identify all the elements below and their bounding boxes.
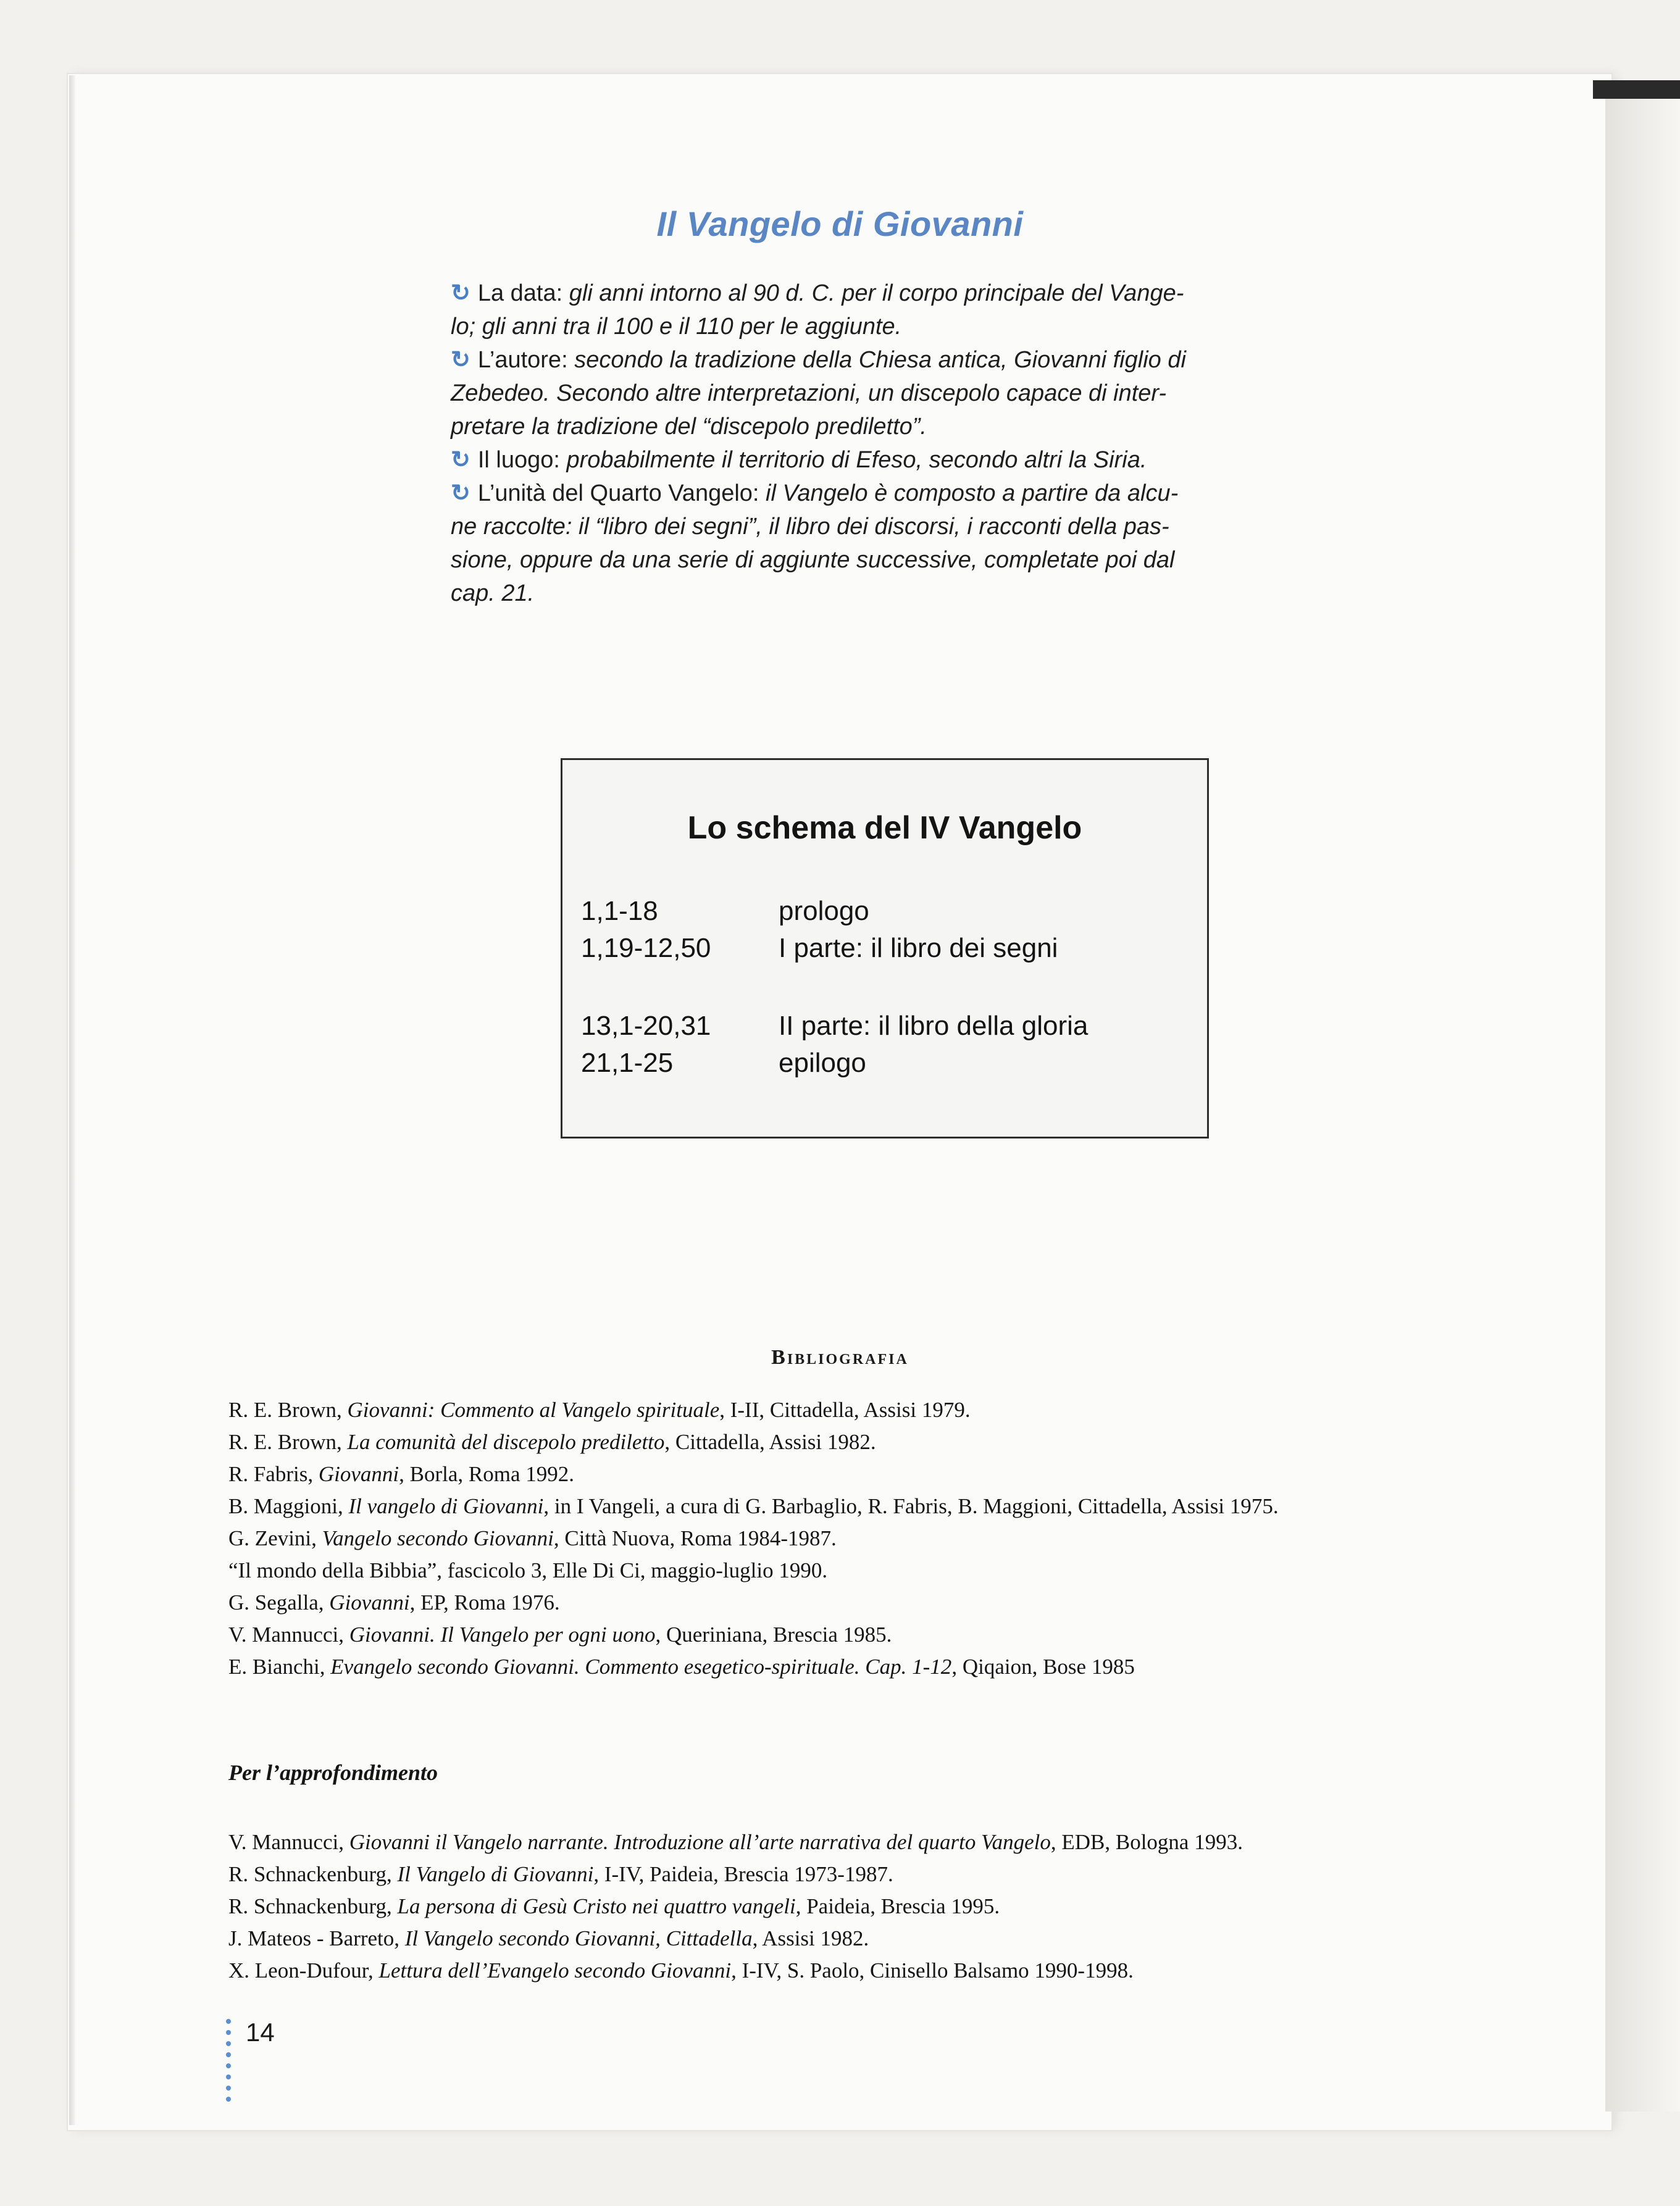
intro-label: L’unità del Quarto Vangelo:	[477, 480, 759, 506]
bibliography-entry	[228, 1555, 1531, 1587]
dot-ornament	[226, 2041, 231, 2046]
intro-line	[451, 343, 1327, 377]
scheme-desc: prologo	[779, 896, 869, 926]
intro-line	[451, 543, 1327, 577]
dot-ornament	[226, 2086, 231, 2091]
entry-rest: , Paideia, Brescia 1995.	[795, 1894, 1000, 1918]
binding-strip	[1593, 80, 1680, 99]
bibliography-entry	[228, 1651, 1531, 1683]
entry-rest: , EDB, Bologna 1993.	[1050, 1830, 1243, 1854]
scheme-desc: II parte: il libro della gloria	[779, 1011, 1089, 1041]
entry-rest: , Cittadella, Assisi 1982.	[664, 1430, 876, 1454]
entry-title: Il Vangelo di Giovanni	[397, 1862, 594, 1886]
entry-author: R. E. Brown,	[228, 1398, 348, 1422]
page-edge	[69, 75, 75, 2125]
bibliography-entry	[228, 1923, 1531, 1955]
intro-value: Zebedeo. Secondo altre interpretazioni, un discepolo capace di inter-	[451, 380, 1167, 406]
arrow-icon: ↻	[451, 347, 470, 373]
further-reading-list	[228, 1826, 1531, 1987]
intro-value: probabilmente il territorio di Efeso, secondo altri la Siria.	[566, 447, 1147, 473]
intro-line	[451, 377, 1327, 410]
bibliography-heading: Bibliografia	[771, 1346, 909, 1369]
scheme-ref: 21,1-25	[581, 1048, 674, 1078]
page-title: Il Vangelo di Giovanni	[656, 204, 1024, 243]
dot-ornament	[226, 2063, 231, 2068]
entry-author: V. Mannucci,	[228, 1830, 349, 1854]
entry-rest: , Qiqaion, Bose 1985	[951, 1655, 1135, 1679]
bibliography-entry	[228, 1891, 1531, 1923]
intro-line	[451, 577, 1327, 610]
page-number: 14	[246, 2018, 275, 2047]
bibliography-list	[228, 1394, 1531, 1683]
entry-title: La persona di Gesù Cristo nei quattro vangeli	[397, 1894, 796, 1918]
scheme-ref: 13,1-20,31	[581, 1011, 711, 1041]
entry-rest: , Queriniana, Brescia 1985.	[655, 1623, 892, 1647]
intro-line	[451, 310, 1327, 343]
intro-block	[451, 277, 1327, 610]
entry-title: Evangelo secondo Giovanni. Commento esegetico-spirituale. Cap. 1-12	[330, 1655, 952, 1679]
intro-line	[451, 410, 1327, 443]
intro-value: cap. 21.	[451, 580, 535, 606]
dot-ornament	[226, 2097, 231, 2102]
bibliography-entry	[228, 1490, 1531, 1523]
entry-author: B. Maggioni,	[228, 1494, 349, 1518]
scheme-row	[581, 1048, 866, 1079]
intro-label: L’autore:	[477, 347, 568, 373]
bibliography-subheading: Per l’approfondimento	[228, 1760, 438, 1785]
intro-value: pretare la tradizione del “discepolo prediletto”.	[451, 414, 927, 440]
entry-rest: , Borla, Roma 1992.	[399, 1462, 574, 1486]
intro-value: sione, oppure da una serie di aggiunte successive, completate poi dal	[451, 547, 1175, 573]
entry-title: Lettura dell’Evangelo secondo Giovanni	[378, 1958, 732, 1982]
facing-page-edge	[1605, 86, 1680, 2112]
dot-ornament	[226, 2030, 231, 2035]
entry-rest: , Città Nuova, Roma 1984-1987.	[553, 1526, 837, 1550]
intro-value: ne raccolte: il “libro dei segni”, il libro dei discorsi, i racconti della pas-	[451, 514, 1169, 540]
entry-author: E. Bianchi,	[228, 1655, 331, 1679]
entry-author: “Il mondo della Bibbia”	[228, 1558, 437, 1582]
entry-author: R. Schnackenburg,	[228, 1894, 398, 1918]
scheme-row	[581, 896, 869, 927]
scheme-title: Lo schema del IV Vangelo	[687, 810, 1082, 846]
bibliography-entry	[228, 1826, 1531, 1858]
entry-author: G. Segalla,	[228, 1590, 330, 1615]
entry-author: R. Fabris,	[228, 1462, 319, 1486]
entry-author: R. E. Brown,	[228, 1430, 348, 1454]
entry-title: Giovanni. Il Vangelo per ogni uono	[349, 1623, 656, 1647]
entry-title: Giovanni	[318, 1462, 399, 1486]
entry-author: R. Schnackenburg,	[228, 1862, 398, 1886]
arrow-icon: ↻	[451, 447, 470, 473]
intro-value: lo; gli anni tra il 100 e il 110 per le aggiunte.	[451, 314, 902, 340]
entry-author: J. Mateos - Barreto,	[228, 1926, 405, 1950]
dot-ornament	[226, 2074, 231, 2079]
scheme-ref: 1,19-12,50	[581, 933, 711, 963]
entry-title: Giovanni il Vangelo narrante. Introduzione all’arte narrativa del quarto Vangelo	[349, 1830, 1051, 1854]
scheme-desc: epilogo	[779, 1048, 866, 1078]
entry-title: Vangelo secondo Giovanni	[322, 1526, 554, 1550]
bibliography-entry	[228, 1523, 1531, 1555]
intro-value: secondo la tradizione della Chiesa antica, Giovanni figlio di	[574, 347, 1186, 373]
intro-label: Il luogo:	[477, 447, 560, 473]
entry-title: Giovanni	[329, 1590, 410, 1615]
dot-ornament	[226, 2019, 231, 2024]
entry-title: La comunità del discepolo prediletto	[347, 1430, 665, 1454]
intro-label: La data:	[477, 280, 563, 306]
bibliography-entry	[228, 1426, 1531, 1458]
bibliography-entry	[228, 1955, 1531, 1987]
entry-rest: , fascicolo 3, Elle Di Ci, maggio-luglio 1990.	[437, 1558, 828, 1582]
bibliography-entry	[228, 1458, 1531, 1490]
scheme-row	[581, 933, 1058, 964]
entry-author: G. Zevini,	[228, 1526, 322, 1550]
entry-author: X. Leon-Dufour,	[228, 1958, 379, 1982]
entry-title: Giovanni: Commento al Vangelo spirituale	[347, 1398, 720, 1422]
entry-title: Il vangelo di Giovanni	[348, 1494, 544, 1518]
entry-title: Il Vangelo secondo Giovanni, Cittadella	[404, 1926, 753, 1950]
intro-value: gli anni intorno al 90 d. C. per il corpo principale del Vange-	[569, 280, 1184, 306]
dot-ornament	[226, 2052, 231, 2057]
scheme-desc: I parte: il libro dei segni	[779, 933, 1058, 963]
entry-rest: , Assisi 1982.	[752, 1926, 869, 1950]
entry-rest: , I-IV, Paideia, Brescia 1973-1987.	[593, 1862, 893, 1886]
page-dots-ornament	[226, 2019, 232, 2108]
bibliography-entry	[228, 1858, 1531, 1891]
scheme-ref: 1,1-18	[581, 896, 658, 926]
intro-value: il Vangelo è composto a partire da alcu-	[766, 480, 1179, 506]
scheme-row	[581, 1011, 1088, 1042]
arrow-icon: ↻	[451, 280, 470, 306]
bibliography-entry	[228, 1394, 1531, 1426]
entry-rest: , EP, Roma 1976.	[409, 1590, 560, 1615]
intro-line	[451, 277, 1327, 310]
bibliography-entry	[228, 1587, 1531, 1619]
intro-line	[451, 510, 1327, 543]
intro-line	[451, 443, 1327, 477]
scheme-box	[561, 758, 1209, 1139]
intro-line	[451, 477, 1327, 510]
entry-rest: , I-IV, S. Paolo, Cinisello Balsamo 1990-1998.	[731, 1958, 1134, 1982]
arrow-icon: ↻	[451, 480, 470, 506]
bibliography-entry	[228, 1619, 1531, 1651]
entry-author: V. Mannucci,	[228, 1623, 349, 1647]
entry-rest: , in I Vangeli, a cura di G. Barbaglio, R. Fabris, B. Maggioni, Cittadella, Assisi 1975.	[543, 1494, 1279, 1518]
entry-rest: , I-II, Cittadella, Assisi 1979.	[719, 1398, 971, 1422]
